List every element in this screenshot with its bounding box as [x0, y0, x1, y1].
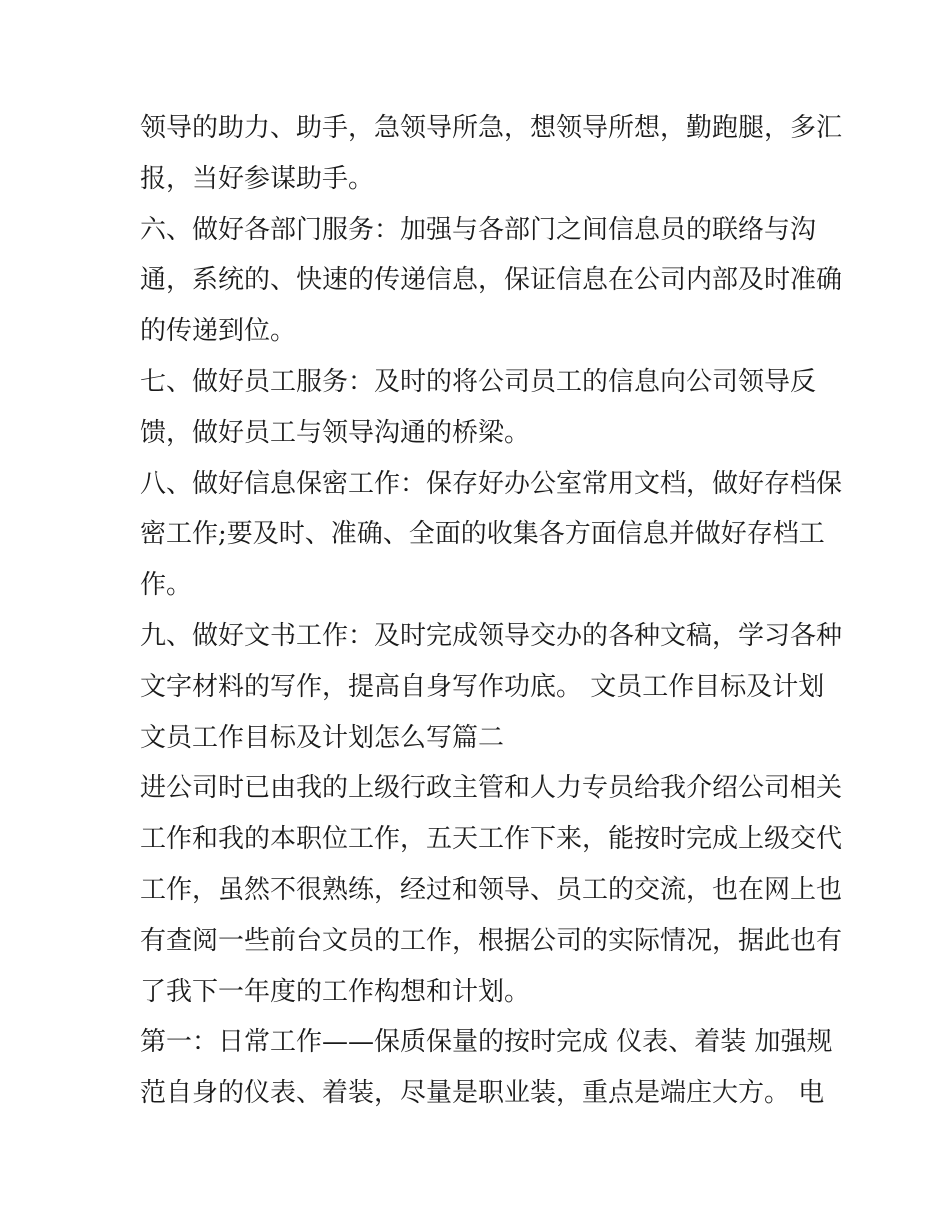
text-line: 工作，虽然不很熟练，经过和领导、员工的交流，也在网上也: [140, 874, 843, 905]
text-line: 文字材料的写作，提高自身写作功底。 文员工作目标及计划: [140, 671, 825, 702]
text-line: 工作和我的本职位工作，五天工作下来，能按时完成上级交代: [140, 824, 843, 855]
text-line: 了我下一年度的工作构想和计划。: [140, 976, 531, 1007]
text-line: 六、做好各部门服务：加强与各部门之间信息员的联络与沟: [140, 214, 817, 245]
document-body: [140, 103, 843, 1119]
text-line: 通，系统的、快速的传递信息，保证信息在公司内部及时准确: [140, 265, 843, 296]
text-line: 的传递到位。: [140, 316, 297, 347]
text-line: 范自身的仪表、着装，尽量是职业装，重点是端庄大方。 电: [140, 1078, 825, 1109]
text-line: 馈，做好员工与领导沟通的桥梁。: [140, 417, 531, 448]
text-line: 有查阅一些前台文员的工作，根据公司的实际情况，据此也有: [140, 925, 843, 956]
text-line: 八、做好信息保密工作：保存好办公室常用文档，做好存档保: [140, 468, 843, 499]
text-line: 九、做好文书工作：及时完成领导交办的各种文稿，学习各种: [140, 620, 843, 651]
text-line: 进公司时已由我的上级行政主管和人力专员给我介绍公司相关: [140, 773, 843, 804]
text-line: 第一：日常工作——保质保量的按时完成 仪表、着装 加强规: [140, 1027, 833, 1058]
text-line: 密工作;要及时、准确、全面的收集各方面信息并做好存档工: [140, 519, 825, 550]
text-line: 领导的助力、助手，急领导所急，想领导所想，勤跑腿，多汇: [140, 113, 843, 143]
section-heading: 文员工作目标及计划怎么写篇二: [140, 722, 505, 753]
text-line: 七、做好员工服务：及时的将公司员工的信息向公司领导反: [140, 366, 817, 397]
text-line: 报，当好参谋助手。: [140, 163, 375, 194]
text-line: 作。: [140, 570, 193, 601]
